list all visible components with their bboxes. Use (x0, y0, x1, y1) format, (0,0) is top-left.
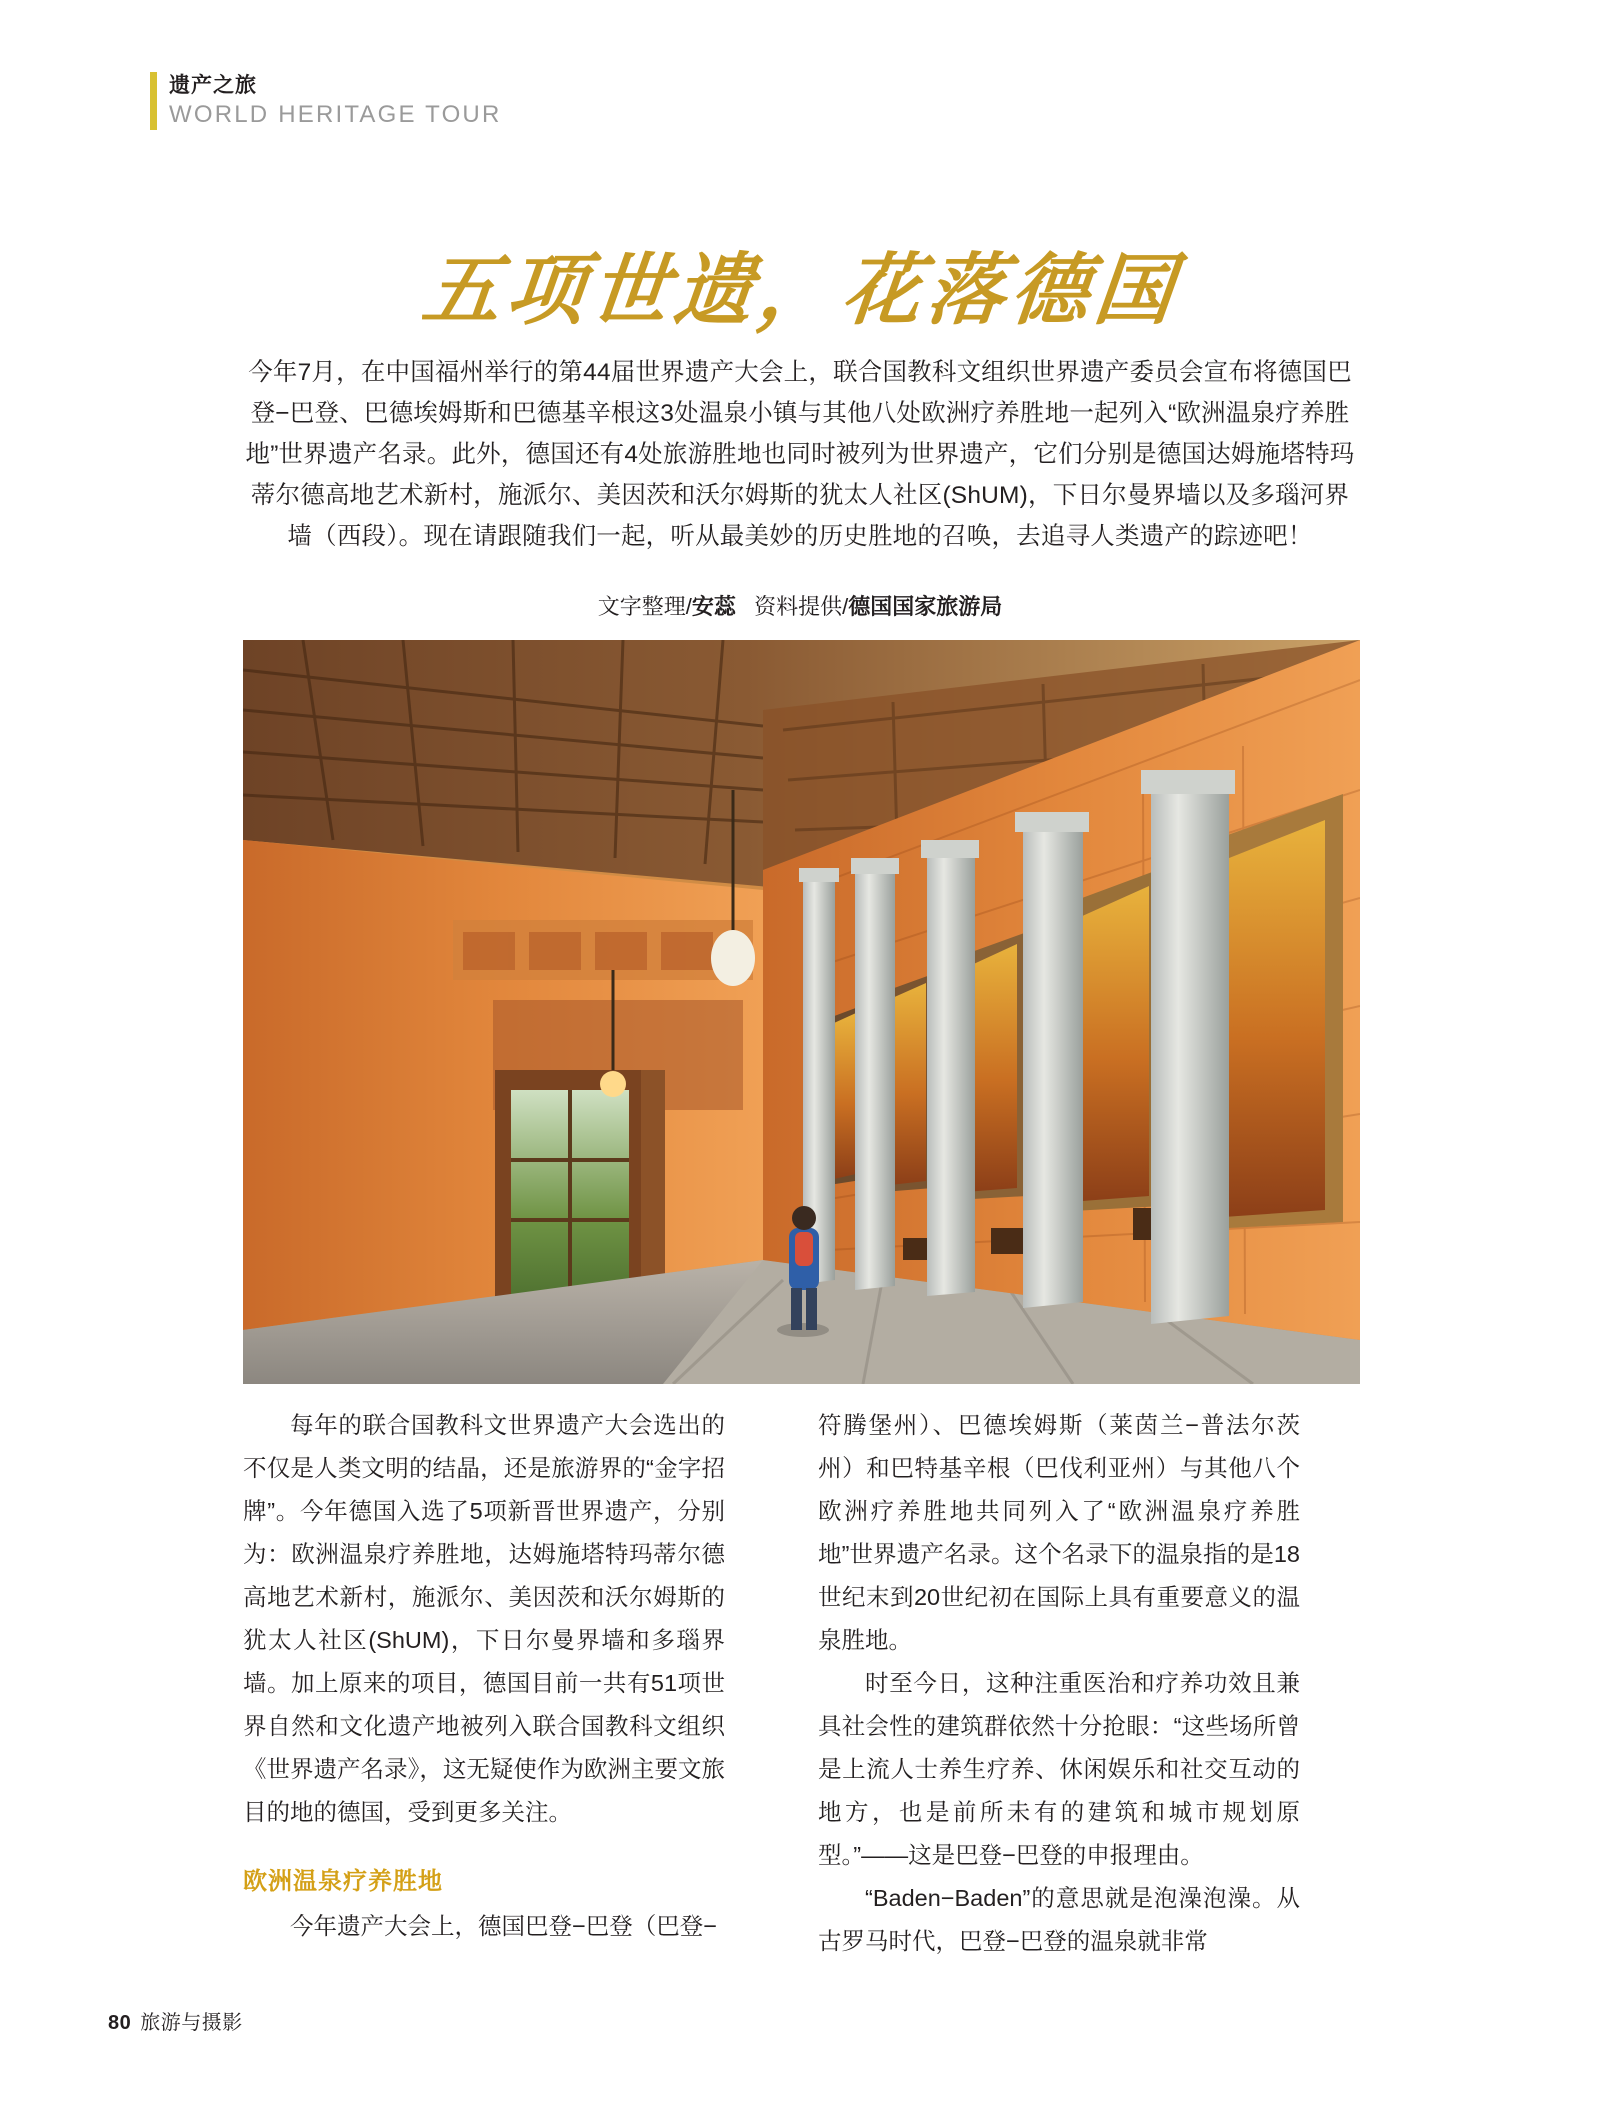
photo-illustration (243, 640, 1360, 1384)
article-intro (240, 352, 1360, 557)
section-title-cn: 遗产之旅 (169, 74, 257, 97)
magazine-name: 旅游与摄影 (140, 2012, 243, 2034)
intro-paragraph: 今年7月，在中国福州举行的第44届世界遗产大会上，联合国教科文组织世界遗产委员会宣布将德国巴登−巴登、巴德埃姆斯和巴德基辛根这3处温泉小镇与其他八处欧洲疗养胜地一起列入“欧洲温泉疗养胜地”世界遗产名录。此外，德国还有4处旅游胜地也同时被列为世界遗产，它们分别是德国达姆施塔特玛蒂尔德高地艺术新村，施派尔、美因茨和沃尔姆斯的犹太人社区(ShUM)，下日尔曼界墙以及多瑙河界墙（西段）。现在请跟随我们一起，听从最美妙的历史胜地的召唤，去追寻人类遗产的踪迹吧！ (245, 359, 1355, 550)
article-title: 五项世遗，花落德国 (418, 245, 1184, 336)
header-text-group (169, 72, 502, 130)
article-credit (240, 590, 1360, 624)
body-column-left (243, 1404, 725, 1948)
body-column-right (818, 1404, 1300, 1963)
left-paragraph-1: 每年的联合国教科文世界遗产大会选出的不仅是人类文明的结晶，还是旅游界的“金字招牌”。今年德国入选了5项新晋世界遗产，分别为：欧洲温泉疗养胜地，达姆施塔特玛蒂尔德高地艺术新村，施派尔、美因茨和沃尔姆斯的犹太人社区(ShUM)，下日尔曼界墙和多瑙界墙。加上原来的项目，德国目前一共有51项世界自然和文化遗产地被列入联合国教科文组织《世界遗产名录》，这无疑使作为欧洲主要文旅目的地的德国，受到更多关注。 (243, 1412, 725, 1825)
right-paragraph-3: “Baden−Baden”的意思就是泡澡泡澡。从古罗马时代，巴登−巴登的温泉就非常 (818, 1885, 1300, 1954)
page-number: 80 (108, 2012, 132, 2034)
credit-name-writer: 安蕊 (691, 594, 736, 619)
section-subhead: 欧洲温泉疗养胜地 (243, 1868, 443, 1895)
credit-name-source: 德国国家旅游局 (848, 594, 1003, 619)
colonnade-hall-photo (243, 640, 1360, 1384)
left-paragraph-2: 今年遗产大会上，德国巴登−巴登（巴登− (290, 1913, 717, 1939)
page-footer (108, 2006, 243, 2035)
credit-label-writer: 文字整理/ (597, 594, 692, 619)
right-paragraph-1: 符腾堡州）、巴德埃姆斯（莱茵兰−普法尔茨州）和巴特基辛根（巴伐利亚州）与其他八个欧洲疗养胜地共同列入了“欧洲温泉疗养胜地”世界遗产名录。这个名录下的温泉指的是18世纪末到20世纪初在国际上具有重要意义的温泉胜地。 (818, 1412, 1300, 1653)
credit-label-source: 资料提供/ (754, 594, 849, 619)
section-title-en: WORLD HERITAGE TOUR (169, 101, 502, 129)
page-header (150, 72, 502, 130)
header-accent-bar (150, 72, 157, 130)
right-paragraph-2: 时至今日，这种注重医治和疗养功效且兼具社会性的建筑群依然十分抢眼：“这些场所曾是上流人士养生疗养、休闲娱乐和社交互动的地方，也是前所未有的建筑和城市规划原型。”——这是巴登−巴登的申报理由。 (818, 1670, 1300, 1868)
